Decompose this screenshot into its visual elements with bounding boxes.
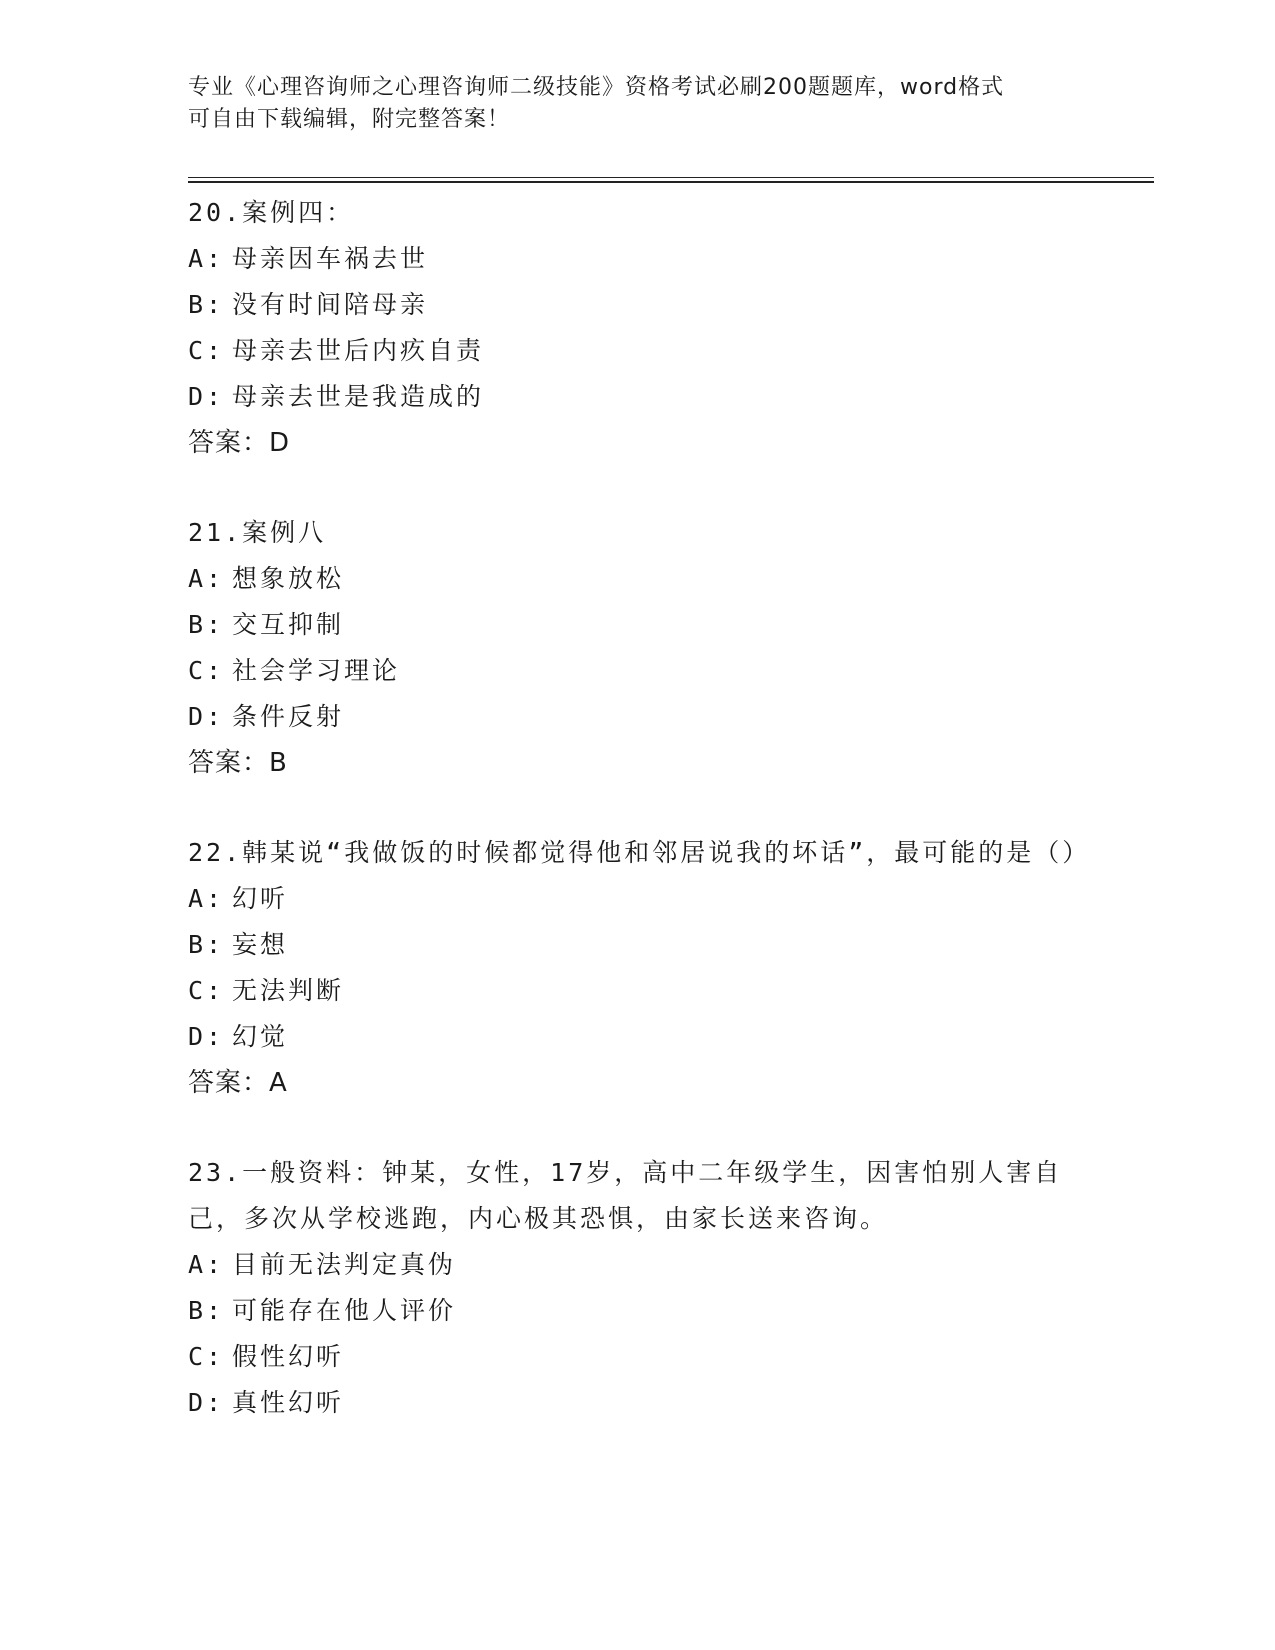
option-text: 条件反射 <box>232 702 345 731</box>
option-a <box>188 876 1108 922</box>
option-key: D: <box>188 702 225 731</box>
question-stem: 22.韩某说“我做饭的时候都觉得他和邻居说我的坏话”，最可能的是（） <box>188 838 1091 867</box>
option-text: 可能存在他人评价 <box>232 1296 457 1325</box>
question-22 <box>188 830 1108 1106</box>
option-text: 想象放松 <box>232 564 345 593</box>
document-header <box>188 72 1088 136</box>
option-d <box>188 694 1108 740</box>
answer-line: 答案：B <box>188 748 288 778</box>
option-key: D: <box>188 1022 225 1051</box>
option-key: C: <box>188 976 225 1005</box>
option-key: D: <box>188 1388 225 1417</box>
option-key: B: <box>188 290 225 319</box>
option-key: A: <box>188 564 225 593</box>
option-d <box>188 374 1108 420</box>
option-a <box>188 556 1108 602</box>
option-key: A: <box>188 1250 225 1279</box>
option-text: 母亲因车祸去世 <box>232 244 429 273</box>
question-stem: 20.案例四： <box>188 198 355 227</box>
option-text: 社会学习理论 <box>232 656 401 685</box>
header-line-2: 可自由下载编辑，附完整答案！ <box>188 107 511 132</box>
question-list <box>188 190 1108 1470</box>
option-d <box>188 1380 1108 1426</box>
question-21 <box>188 510 1108 786</box>
option-text: 幻听 <box>232 884 289 913</box>
header-line-1: 专业《心理咨询师之心理咨询师二级技能》资格考试必刷200题题库，word格式 <box>188 75 1005 100</box>
option-text: 幻觉 <box>232 1022 289 1051</box>
option-key: B: <box>188 610 225 639</box>
header-divider-thick <box>188 181 1154 183</box>
option-key: D: <box>188 382 225 411</box>
option-b <box>188 1288 1108 1334</box>
option-a <box>188 236 1108 282</box>
option-a <box>188 1242 1108 1288</box>
question-23 <box>188 1150 1108 1426</box>
question-stem: 23.一般资料：钟某，女性，17岁，高中二年级学生，因害怕别人害自己，多次从学校逃跑，内心极其恐惧，由家长送来咨询。 <box>188 1158 1063 1233</box>
option-key: A: <box>188 244 225 273</box>
option-c <box>188 968 1108 1014</box>
question-stem: 21.案例八 <box>188 518 327 547</box>
option-text: 妄想 <box>232 930 289 959</box>
option-key: C: <box>188 1342 225 1371</box>
option-c <box>188 1334 1108 1380</box>
option-text: 交互抑制 <box>232 610 345 639</box>
answer-line: 答案：D <box>188 428 291 458</box>
option-c <box>188 648 1108 694</box>
option-key: B: <box>188 930 225 959</box>
option-text: 真性幻听 <box>232 1388 345 1417</box>
option-key: B: <box>188 1296 225 1325</box>
option-b <box>188 282 1108 328</box>
option-key: A: <box>188 884 225 913</box>
option-key: C: <box>188 336 225 365</box>
answer-line: 答案：A <box>188 1068 288 1098</box>
header-divider-thin <box>188 177 1154 178</box>
option-b <box>188 922 1108 968</box>
option-d <box>188 1014 1108 1060</box>
option-text: 无法判断 <box>232 976 345 1005</box>
option-text: 假性幻听 <box>232 1342 345 1371</box>
option-b <box>188 602 1108 648</box>
option-text: 母亲去世是我造成的 <box>232 382 485 411</box>
option-text: 目前无法判定真伪 <box>232 1250 457 1279</box>
option-text: 没有时间陪母亲 <box>232 290 429 319</box>
question-20 <box>188 190 1108 466</box>
option-text: 母亲去世后内疚自责 <box>232 336 485 365</box>
option-key: C: <box>188 656 225 685</box>
option-c <box>188 328 1108 374</box>
